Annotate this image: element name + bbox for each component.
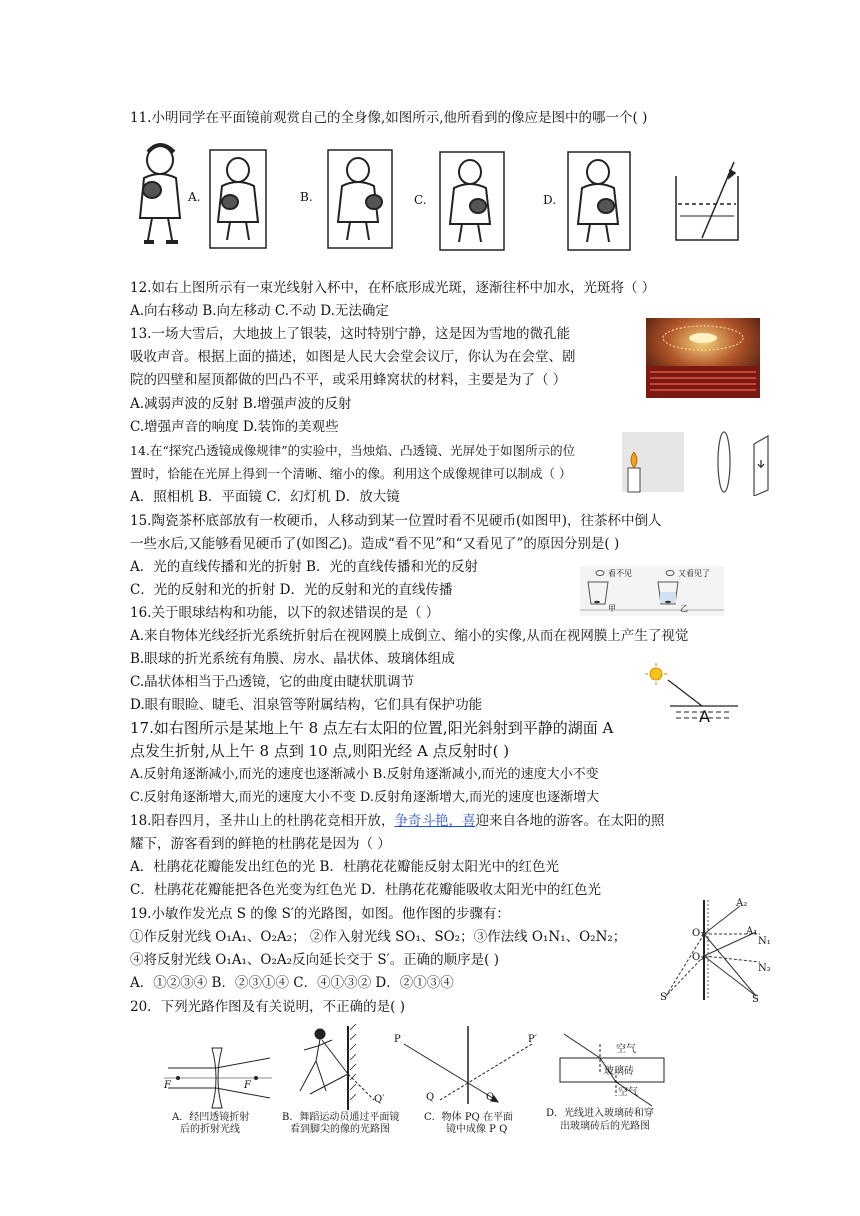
caption-d-2: 出玻璃砖后的光路图 xyxy=(560,1121,650,1132)
q13-options-2: C.增强声音的响度 D.装饰的美观些 xyxy=(130,419,339,435)
q13-line-1: 13.一场大雪后，大地披上了银装，这时特别宁静，这是因为雪地的微孔能 xyxy=(130,326,570,342)
label-s-prime: S′ xyxy=(660,992,670,1003)
q18-line-1 xyxy=(130,812,664,830)
q11-question: 11.小明同学在平面镜前观赏自己的全身像,如图所示,他所看到的像应是图中的哪一个( ) xyxy=(130,110,648,126)
label-n2: N₂ xyxy=(758,963,771,974)
caption-d-1: D．光线进入玻璃砖和穿 xyxy=(546,1108,655,1119)
coin-label-yi: 乙 xyxy=(680,604,688,613)
q18-options-2: C．杜鹃花花瓣能把各色光变为红色光 D．杜鹃花花瓣能吸收太阳光中的红色光 xyxy=(130,882,601,898)
coin-label-unseen: 看不见 xyxy=(608,569,632,578)
q11-figure xyxy=(130,138,740,254)
q20-question: 20．下列光路作图及有关说明，不正确的是( ) xyxy=(130,999,406,1015)
label-p-prime: P′ xyxy=(528,1034,537,1045)
q18-text-post: 迎来自各地的游客。在太阳的照 xyxy=(475,813,665,829)
label-air-top: 空气 xyxy=(616,1044,636,1055)
label-glass: 玻璃砖 xyxy=(604,1066,634,1077)
label-q-prime: Q′ xyxy=(374,1094,385,1105)
q12-question: 12.如右上图所示有一束光线射入杯中，在杯底形成光斑，逐渐往杯中加水，光斑将（ ） xyxy=(130,280,656,296)
image-d xyxy=(568,152,630,250)
caption-c-1: C．物体 PQ 在平面 xyxy=(424,1112,513,1123)
q16-question: 16.关于眼球结构和功能，以下的叙述错误的是（ ） xyxy=(130,605,440,621)
caption-a-2: 后的折射光线 xyxy=(180,1124,240,1135)
q14-line-1: 14.在“探究凸透镜成像规律”的实验中，当烛焰、凸透镜、光屏处于如图所示的位 xyxy=(130,443,576,458)
label-p: P xyxy=(394,1034,401,1045)
label-s: S xyxy=(752,994,759,1005)
label-o1: O₁ xyxy=(692,928,705,939)
q17-line-2: 点发生折射,从上午 8 点到 10 点,则阳光经 A 点反射时( ) xyxy=(130,742,510,760)
q14-options: A．照相机 B．平面镜 C．幻灯机 D．放大镜 xyxy=(130,489,400,505)
lake-point-a: A xyxy=(699,707,710,726)
q20-figures xyxy=(160,1024,680,1110)
label-a1: A₁ xyxy=(746,926,758,937)
boy-original xyxy=(140,145,180,242)
q13-line-3: 院的四壁和屋顶都做的凹凸不平，或采用蜂窝状的材料，主要是为了（ ） xyxy=(130,372,567,388)
q11-option-c: C. xyxy=(414,193,427,207)
q16-option-a: A.来自物体光线经折光系统折射后在视网膜上成倒立、缩小的实像,从而在视网膜上产生了视觉 xyxy=(130,628,689,644)
q16-option-c: C.晶状体相当于凸透镜，它的曲度由睫状肌调节 xyxy=(130,674,415,690)
q19-line-1: 19.小敏作发光点 S 的像 S′的光路图，如图。他作图的步骤有： xyxy=(130,906,510,922)
label-q: Q xyxy=(426,1092,435,1103)
cup-ray-figure xyxy=(676,162,738,240)
q18-options-1: A．杜鹃花花瓣能发出红色的光 B．杜鹃花花瓣能反射太阳光中的红色光 xyxy=(130,859,559,875)
caption-c-2: 镜中成像 P Q xyxy=(446,1124,508,1135)
diagram-b xyxy=(300,1024,374,1110)
label-q-2: Q xyxy=(486,1092,495,1103)
q18-line-2: 耀下，游客看到的鲜艳的杜鹃花是因为（ ） xyxy=(130,836,391,852)
q17-line-1: 17.如右图所示是某地上午 8 点左右太阳的位置,阳光斜射到平静的湖面 A xyxy=(130,719,614,737)
image-a xyxy=(210,150,266,248)
label-f-right: F xyxy=(244,1080,251,1091)
q15-options-2: C．光的反射和光的折射 D．光的反射和光的直线传播 xyxy=(130,582,453,598)
coin-label-seen: 又看见了 xyxy=(678,569,710,578)
label-air-bottom: 空气 xyxy=(618,1087,638,1098)
sun-lake-figure xyxy=(640,660,740,730)
coin-label-jia: 甲 xyxy=(608,604,616,613)
q16-option-d: D.眼有眼睑、睫毛、泪泉管等附属结构，它们具有保护功能 xyxy=(130,697,483,713)
q15-line-1: 15.陶瓷茶杯底部放有一枚硬币，人移动到某一位置时看不见硬币(如图甲)，往茶杯中倒人 xyxy=(130,513,662,529)
q17-options-1: A.反射角逐渐减小,而光的速度也逐渐减小 B.反射角逐渐减小,而光的速度大小不变 xyxy=(130,767,599,782)
q13-line-2: 吸收声音。根据上面的描述，如图是人民大会堂会议厅，你认为在会堂、剧 xyxy=(130,349,576,365)
label-o2: O₂ xyxy=(692,952,705,963)
label-a2: A₂ xyxy=(736,898,748,909)
caption-b-2: 看到脚尖的像的光路图 xyxy=(290,1124,390,1135)
caption-a-1: A．经凹透镜折射 xyxy=(172,1112,250,1123)
q15-line-2: 一些水后,又能够看见硬币了(如图乙)。造成“看不见”和“又看见了”的原因分别是( ) xyxy=(130,536,620,552)
q13-options-1: A.减弱声波的反射 B.增强声波的反射 xyxy=(130,396,352,412)
q11-option-a: A. xyxy=(188,190,201,204)
q19-line-2: ①作反射光线 O₁A₁、O₂A₂； ②作入射光线 SO₁、SO₂；③作法线 O₁N₁、O₂N₂； xyxy=(130,929,627,945)
caption-b-1: B．舞蹈运动员通过平面镜 xyxy=(282,1112,400,1123)
q19-options: A．①②③④ B．②③①④ C．④①③② D．②①③④ xyxy=(130,975,454,991)
great-hall-photo xyxy=(646,318,760,398)
q18-link[interactable]: 争奇斗艳，喜 xyxy=(394,813,476,829)
image-b xyxy=(328,150,392,248)
image-c xyxy=(440,152,504,250)
diagram-c xyxy=(404,1026,532,1104)
q17-options-2: C.反射角逐渐增大,而光的速度大小不变 D.反射角逐渐增大,而光的速度也逐渐增大 xyxy=(130,790,600,805)
q15-options-1: A．光的直线传播和光的折射 B．光的直线传播和光的反射 xyxy=(130,559,478,575)
point-source-figure xyxy=(656,896,776,1006)
lens-experiment-figure xyxy=(622,430,772,496)
q19-line-3: ④将反射光线 O₁A₁、O₂A₂反向延长交于 S′。正确的顺序是( ) xyxy=(130,952,500,968)
q14-line-2: 置时，恰能在光屏上得到一个清晰、缩小的像。利用这个成像规律可以制成（ ） xyxy=(130,466,572,481)
diagram-a xyxy=(164,1048,272,1108)
q18-text-pre: 18.阳春四月，圣井山上的杜鹃花竞相开放， xyxy=(130,813,395,829)
q11-option-b: B. xyxy=(300,190,313,204)
label-n1: N₁ xyxy=(758,936,771,947)
label-f-left: F xyxy=(164,1080,171,1091)
q11-option-d: D. xyxy=(543,193,557,207)
q12-options: A.向右移动 B.向左移动 C.不动 D.无法确定 xyxy=(130,303,389,319)
q16-option-b: B.眼球的折光系统有角膜、房水、晶状体、玻璃体组成 xyxy=(130,651,455,667)
